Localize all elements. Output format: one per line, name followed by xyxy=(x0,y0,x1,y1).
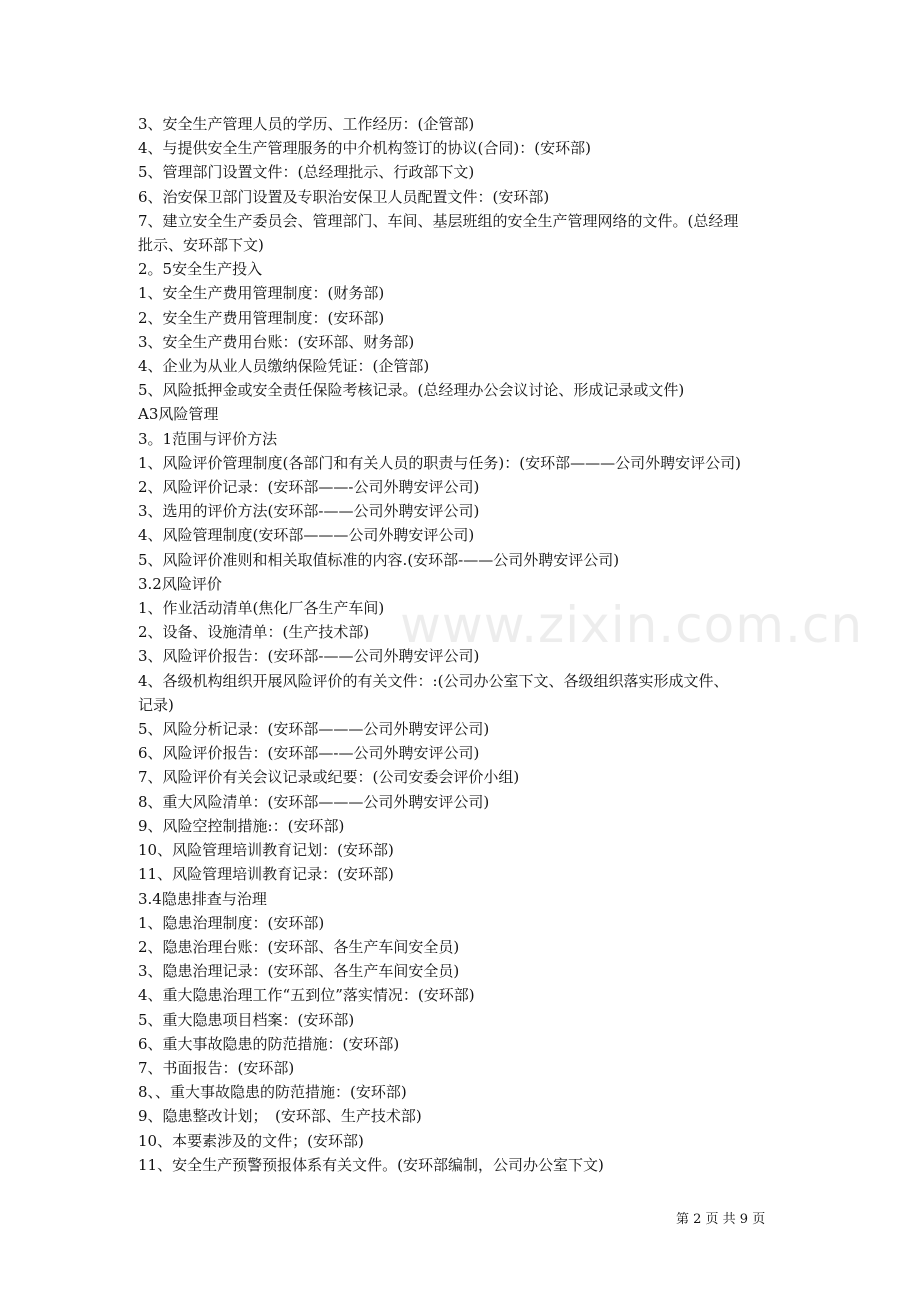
text-line: 6、治安保卫部门设置及专职治安保卫人员配置文件：(安环部) xyxy=(138,187,550,206)
text-line: 3、隐患治理记录：(安环部、各生产车间安全员) xyxy=(138,962,460,981)
section-heading: A3风险管理 xyxy=(138,405,219,424)
text-line: 8、、重大事故隐患的防范措施：(安环部) xyxy=(138,1083,407,1102)
section-heading: 2。5安全生产投入 xyxy=(138,260,263,279)
text-line: 4、重大隐患治理工作“五到位”落实情况：(安环部) xyxy=(138,986,475,1005)
text-line: 1、隐患治理制度：(安环部) xyxy=(138,913,325,932)
text-line: 2、安全生产费用管理制度：(安环部) xyxy=(138,308,385,327)
text-line: 3、选用的评价方法(安环部-——公司外聘安评公司) xyxy=(138,502,480,521)
section-heading: 3。1范围与评价方法 xyxy=(138,429,278,448)
text-line: 3、安全生产费用台账：(安环部、财务部) xyxy=(138,332,415,351)
text-line: 3、风险评价报告：(安环部-——公司外聘安评公司) xyxy=(138,647,480,666)
text-line: 6、重大事故隐患的防范措施：(安环部) xyxy=(138,1034,400,1053)
text-line: 5、风险评价准则和相关取值标准的内容.(安环部-——公司外聘安评公司) xyxy=(138,550,620,569)
text-line: 记录) xyxy=(138,695,174,714)
text-line: 9、隐患整改计划； (安环部、生产技术部) xyxy=(138,1107,422,1126)
text-line: 2、风险评价记录：(安环部——-公司外聘安评公司) xyxy=(138,478,480,497)
text-line: 5、管理部门设置文件：(总经理批示、行政部下文) xyxy=(138,163,475,182)
text-line: 1、作业活动清单(焦化厂各生产车间) xyxy=(138,599,385,618)
text-line: 1、风险评价管理制度(各部门和有关人员的职责与任务)：(安环部———公司外聘安评公司) xyxy=(138,453,741,472)
text-line: 7、书面报告：(安环部) xyxy=(138,1058,295,1077)
text-line: 10、本要素涉及的文件；(安环部) xyxy=(138,1131,364,1150)
text-line: 3、安全生产管理人员的学历、工作经历：(企管部) xyxy=(138,115,475,133)
text-line: 5、风险分析记录：(安环部———公司外聘安评公司) xyxy=(138,720,490,739)
page-number-footer: 第 2 页 共 9 页 xyxy=(676,1212,766,1227)
text-line: 4、与提供安全生产管理服务的中介机构签订的协议(合同)：(安环部) xyxy=(138,139,591,158)
text-line: 4、企业为从业人员缴纳保险凭证：(企管部) xyxy=(138,357,430,376)
text-line: 4、各级机构组织开展风险评价的有关文件：:(公司办公室下文、各级组织落实形成文件、 xyxy=(138,671,729,690)
text-line: 7、风险评价有关会议记录或纪要：(公司安委会评价小组) xyxy=(138,768,520,787)
text-line: 2、隐患治理台账：(安环部、各生产车间安全员) xyxy=(138,937,460,956)
text-line: 批示、安环部下文) xyxy=(138,236,264,255)
text-line: 5、重大隐患项目档案：(安环部) xyxy=(138,1010,355,1029)
text-line: 11、安全生产预警预报体系有关文件。(安环部编制，公司办公室下文) xyxy=(138,1155,604,1174)
text-line: 4、风险管理制度(安环部———公司外聘安评公司) xyxy=(138,526,475,545)
text-line: 10、风险管理培训教育记划：(安环部) xyxy=(138,841,394,860)
text-line: 2、设备、设施清单：(生产技术部) xyxy=(138,623,370,642)
section-heading: 3.4隐患排查与治理 xyxy=(138,889,267,908)
text-line: 1、安全生产费用管理制度：(财务部) xyxy=(138,284,385,303)
text-line: 6、风险评价报告：(安环部—-—公司外聘安评公司) xyxy=(138,744,480,763)
text-line: 9、风险空控制措施:：(安环部) xyxy=(138,816,345,835)
document-body xyxy=(138,112,788,1177)
text-line: 11、风险管理培训教育记录：(安环部) xyxy=(138,865,394,884)
watermark: www.zixin.com.cn xyxy=(400,596,864,654)
text-line: 7、建立安全生产委员会、管理部门、车间、基层班组的安全生产管理网络的文件。(总经理 xyxy=(138,211,739,230)
text-line: 8、重大风险清单：(安环部———公司外聘安评公司) xyxy=(138,792,490,811)
text-line: 5、风险抵押金或安全责任保险考核记录。(总经理办公会议讨论、形成记录或文件) xyxy=(138,381,685,400)
section-heading: 3.2风险评价 xyxy=(138,574,222,593)
